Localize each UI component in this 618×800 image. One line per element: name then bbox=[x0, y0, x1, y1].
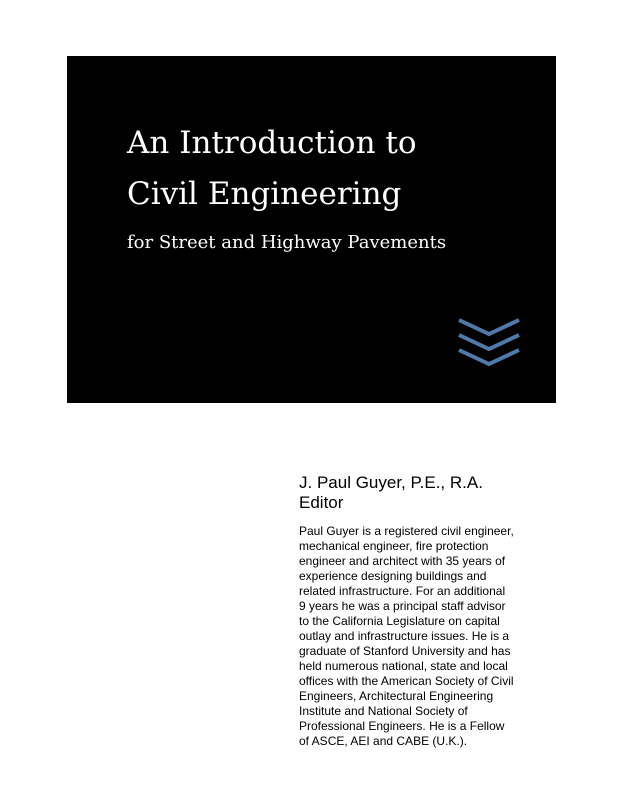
book-title-line-2: Civil Engineering bbox=[127, 176, 402, 212]
author-bio bbox=[299, 524, 559, 749]
bio-line: 9 years he was a principal staff advisor bbox=[299, 599, 506, 613]
author-block bbox=[299, 473, 559, 749]
bio-line: engineer and architect with 35 years of bbox=[299, 554, 506, 568]
chevron-1 bbox=[459, 320, 519, 334]
bio-line: related infrastructure. For an additional bbox=[299, 584, 506, 598]
bio-line: Professional Engineers. He is a Fellow bbox=[299, 719, 505, 733]
book-title bbox=[127, 118, 417, 220]
triple-chevron-down-icon bbox=[456, 316, 522, 368]
author-role: Editor bbox=[299, 493, 344, 512]
chevron-3 bbox=[459, 350, 519, 364]
chevron-2 bbox=[459, 335, 519, 349]
bio-line: graduate of Stanford University and has bbox=[299, 644, 511, 658]
bio-line: Paul Guyer is a registered civil engineer, bbox=[299, 524, 514, 538]
bio-line: Engineers, Architectural Engineering bbox=[299, 689, 494, 703]
cover-panel bbox=[67, 56, 556, 403]
book-subtitle: for Street and Highway Pavements bbox=[127, 232, 447, 253]
bio-line: of ASCE, AEI and CABE (U.K.). bbox=[299, 734, 468, 748]
bio-line: Institute and National Society of bbox=[299, 704, 468, 718]
bio-line: to the California Legislature on capital bbox=[299, 614, 500, 628]
bio-line: held numerous national, state and local bbox=[299, 659, 508, 673]
bio-line: outlay and infrastructure issues. He is a bbox=[299, 629, 510, 643]
bio-line: offices with the American Society of Civil bbox=[299, 674, 514, 688]
bio-line: experience designing buildings and bbox=[299, 569, 487, 583]
book-title-line-1: An Introduction to bbox=[127, 125, 417, 161]
author-name: J. Paul Guyer, P.E., R.A. bbox=[299, 473, 483, 492]
bio-line: mechanical engineer, fire protection bbox=[299, 539, 489, 553]
